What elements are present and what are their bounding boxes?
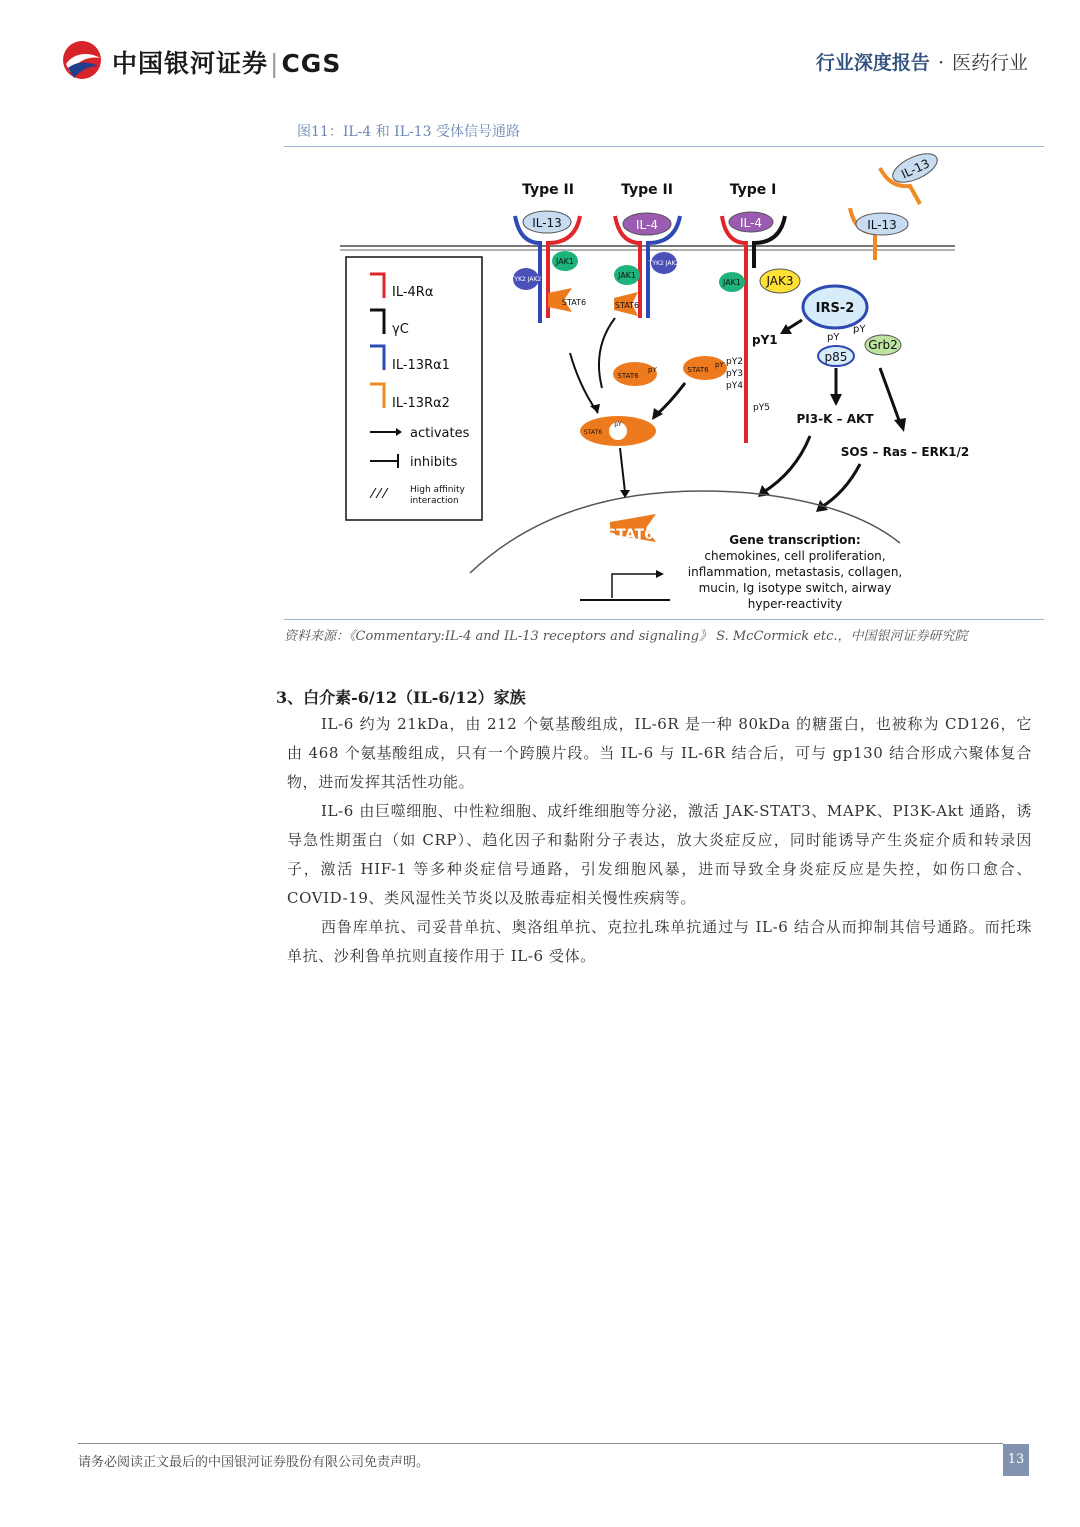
signaling-pathway-diagram [330,148,1020,618]
stat6-label-1: STAT6 [561,298,587,307]
legend-activates-label: activates [410,426,470,441]
il13-label-1: IL-13 [532,216,562,230]
sos-label: SOS – Ras – ERK1/2 [840,445,970,459]
transcription-start-arrow [612,574,658,598]
il4-label-3: IL-4 [740,216,762,230]
arrow-to-dimer-3 [655,383,685,416]
legend-yc-label: γC [392,322,409,337]
py2-label: pY2 [726,357,743,367]
figure-title: 图11：IL-4 和 IL-13 受体信号通路 [297,124,521,140]
irs2-label: IRS-2 [815,301,855,316]
tyk2-label-2: TYK2 JAK2 [648,260,680,267]
stat6-label-2: STAT6 [614,301,640,310]
receptor-label-3: Type I [729,182,777,198]
arrow-grb2-down [880,368,900,423]
irs2-py-left: pY [827,332,840,343]
footer-disclaimer: 请务必阅读正文最后的中国银河证券股份有限公司免责声明。 [78,1455,430,1470]
dimer-stat6-label: STAT6 [583,429,603,436]
legend-interaction-label: interaction [410,496,459,506]
stat6-py-label-2: STAT6 [687,366,709,374]
section-title: 3、白介素-6/12（IL-6/12）家族 [276,688,526,707]
legend-il4ra-label: IL-4Rα [392,285,434,300]
section-body [287,710,1032,971]
tyk2-label-1: TYK2 JAK2 [510,276,542,283]
legend-inhibits-label: inhibits [410,455,458,470]
industry-name: 医药行业 [951,52,1028,74]
page-header [0,0,1080,100]
figure-top-rule [284,146,1044,147]
arrowhead-grb2 [894,418,906,432]
dimer-py-label: pY [614,421,622,428]
arrowhead-transcription [656,570,664,578]
figure-source: 资料来源：《Commentary:IL-4 and IL-13 receptors and signaling》 S. McCormick etc.，中国银河证券研究院 [284,629,968,644]
logo-abbr: CGS [281,49,342,78]
py-label-2: pY [715,361,724,369]
header-separator: · [937,52,944,74]
py4-label: pY4 [726,381,743,391]
logo-text [112,44,341,80]
p85-label: p85 [824,350,848,364]
arrow-dimer-to-nucleus [620,448,625,492]
paragraph-1: IL-6 约为 21kDa，由 212 个氨基酸组成，IL-6R 是一种 80kDa 的糖蛋白，也被称为 CD126，它由 468 个氨基酸组成，只有一个跨膜片段。当 IL-6 与 IL-6R 结合后，可与 gp130 结合形成六聚体复合物，进而发挥其活性功能。 [287,715,1032,791]
jak1-label-3: JAK1 [722,278,742,287]
paragraph-2: IL-6 由巨噬细胞、中性粒细胞、成纤维细胞等分泌，激活 JAK-STAT3、MAPK、PI3K-Akt 通路，诱导急性期蛋白（如 CRP）、趋化因子和黏附分子表达，放大炎症反应，同时能诱导产生炎症介质和转录因子，激活 HIF-1 等多种炎症信号通路，引发细胞风暴，进而导致全身炎症反应是失控，如伤口愈合、COVID-19、类风湿性关节炎以及脓毒症相关慢性疾病等。 [287,802,1032,907]
gene-line-4: hyper-reactivity [747,597,843,611]
arrowhead-p85 [830,394,842,406]
il13-label-5: IL-13 [899,156,932,182]
footer-rule [78,1443,1003,1444]
gene-line-2: inflammation, metastasis, collagen, [687,565,903,579]
legend-high-affinity-label: High affinity [410,485,465,495]
jak1-label-2: JAK1 [617,271,637,280]
paragraph-3: 西鲁库单抗、司妥昔单抗、奥洛组单抗、克拉扎珠单抗通过与 IL-6 结合从而抑制其信号通路。而托珠单抗、沙利鲁单抗则直接作用于 IL-6 受体。 [287,918,1032,965]
pi3k-label: PI3-K – AKT [796,412,874,426]
stat6-py-label-1: STAT6 [617,372,639,380]
logo-name: 中国银河证券 [112,49,269,78]
py-label-1: pY [648,366,657,374]
arrow-pi3k-to-gene [762,436,810,493]
gene-line-3: mucin, Ig isotype switch, airway [698,581,892,595]
report-type: 行业深度报告 [815,52,930,74]
receptor-label-2: Type II [621,182,673,198]
logo-separator: | [270,49,280,78]
grb2-label: Grb2 [868,338,898,352]
jak3-label: JAK3 [766,274,794,288]
py5-label: pY5 [753,403,770,413]
header-report-info [816,48,1028,75]
receptor-label-1: Type II [522,182,574,198]
py3-label: pY3 [726,369,743,379]
figure-bottom-rule [284,619,1044,620]
arrowhead-dimer-1 [590,404,600,413]
stat6-big-label: STAT6 [606,527,654,543]
legend-il13ra2-label: IL-13Rα2 [392,396,450,411]
gene-title: Gene transcription: [729,533,861,547]
py1-label: pY1 [752,333,778,347]
il13-label-4: IL-13 [867,218,897,232]
il4-label-2: IL-4 [636,218,658,232]
irs2-py-right: pY [853,324,866,335]
arrow-sos-to-gene [820,464,860,508]
legend-il13ra1-label: IL-13Rα1 [392,358,450,373]
arrow-to-dimer-1 [570,353,598,413]
arrow-to-dimer-2 [599,318,615,388]
jak1-label-1: JAK1 [555,257,575,266]
page-number: 13 [1003,1444,1029,1476]
gene-line-1: chemokines, cell proliferation, [704,549,886,563]
